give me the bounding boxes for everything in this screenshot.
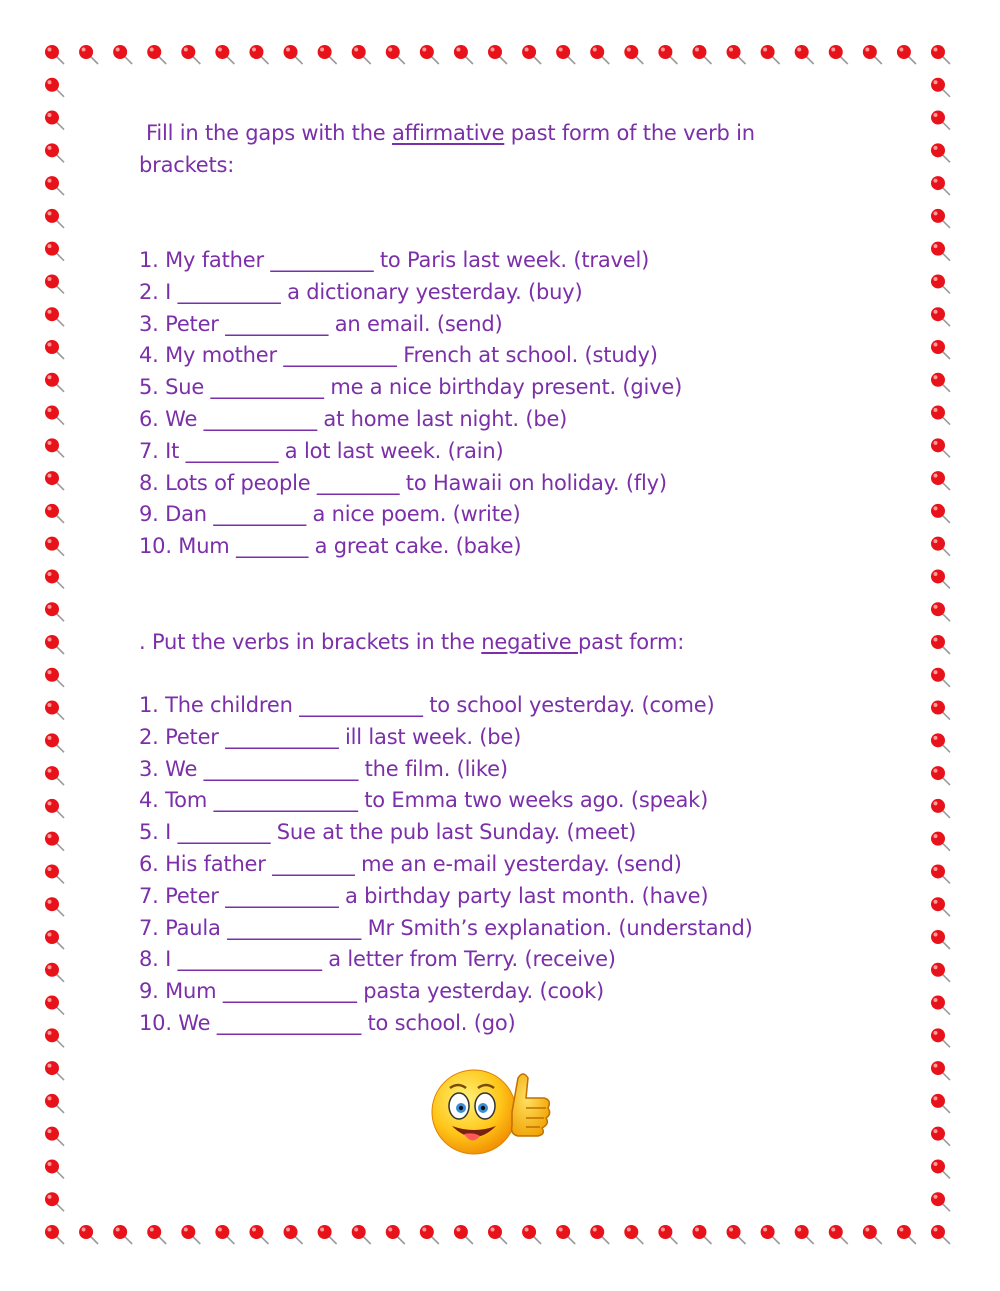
- item-text: a letter from Terry. (receive): [321, 947, 616, 972]
- section1-item: [139, 308, 503, 340]
- section1-item: [139, 276, 583, 308]
- pushpin-icon: [931, 78, 950, 97]
- pushpin-icon: [45, 864, 64, 883]
- section2-item: [139, 721, 521, 753]
- section2-item: [139, 943, 616, 975]
- section1-item: [139, 530, 521, 562]
- pushpin-icon: [488, 45, 507, 64]
- item-text: 8. Lots of people: [139, 470, 317, 495]
- pushpin-icon: [45, 766, 64, 785]
- item-text: 3. Peter: [139, 311, 226, 336]
- pushpin-icon: [45, 504, 64, 523]
- pushpin-icon: [45, 1061, 64, 1080]
- section1-instruction-line2: brackets:: [139, 153, 235, 177]
- pushpin-icon: [147, 1225, 166, 1244]
- pushpin-icon: [863, 45, 882, 64]
- pushpin-icon: [931, 176, 950, 195]
- item-text: a nice poem. (write): [306, 502, 521, 527]
- answer-blank[interactable]: ______________: [177, 947, 322, 972]
- pushpin-icon: [931, 1028, 950, 1047]
- pushpin-icon: [45, 406, 64, 425]
- pushpin-icon: [352, 1225, 371, 1244]
- pushpin-icon: [45, 438, 64, 457]
- pushpin-icon: [318, 1225, 337, 1244]
- pushpin-icon: [45, 307, 64, 326]
- pushpin-icon: [45, 930, 64, 949]
- pushpin-icon: [931, 1159, 950, 1178]
- item-text: 1. My father: [139, 248, 271, 272]
- pushpin-icon: [45, 78, 64, 97]
- answer-blank[interactable]: ___________: [225, 883, 339, 908]
- pushpin-icon: [931, 143, 950, 162]
- pushpin-icon: [931, 602, 950, 621]
- pushpin-icon: [420, 1225, 439, 1244]
- section2-item: [139, 816, 636, 848]
- answer-blank[interactable]: __________: [225, 311, 329, 336]
- answer-blank[interactable]: _________: [177, 820, 271, 845]
- pushpin-icon: [931, 209, 950, 228]
- pushpin-icon: [45, 242, 64, 261]
- item-text: to Hawaii on holiday. (fly): [399, 470, 667, 495]
- section1-item: [139, 498, 520, 530]
- pushpin-icon: [624, 45, 643, 64]
- answer-blank[interactable]: ___________: [225, 724, 339, 749]
- pushpin-icon: [45, 668, 64, 687]
- pushpin-icon: [318, 45, 337, 64]
- pushpin-icon: [45, 471, 64, 490]
- pushpin-icon: [931, 799, 950, 818]
- pushpin-icon: [931, 766, 950, 785]
- pushpin-icon: [658, 1225, 677, 1244]
- item-text: 10. Mum: [139, 534, 237, 559]
- thumbs-up-smiley-icon: [428, 1068, 554, 1158]
- pushpin-icon: [45, 569, 64, 588]
- section1-item: [139, 403, 567, 435]
- pushpin-icon: [45, 1028, 64, 1047]
- pushpin-icon: [284, 45, 303, 64]
- pushpin-icon: [45, 832, 64, 851]
- pushpin-icon: [215, 45, 234, 64]
- item-text: 7. It: [139, 438, 186, 463]
- pushpin-icon: [556, 1225, 575, 1244]
- instruction-text: past form:: [578, 630, 685, 654]
- answer-blank[interactable]: ___________: [210, 375, 324, 400]
- item-text: 1. The children: [139, 693, 300, 717]
- item-text: Mr Smith’s explanation. (understand): [361, 915, 753, 940]
- pushpin-icon: [45, 373, 64, 392]
- pushpin-icon: [931, 537, 950, 556]
- pushpin-icon: [931, 1192, 950, 1211]
- item-text: at home last night. (be): [316, 407, 568, 431]
- pushpin-icon: [931, 1127, 950, 1146]
- pushpin-icon: [931, 1061, 950, 1080]
- pushpin-icon: [931, 864, 950, 883]
- pushpin-icon: [522, 45, 541, 64]
- item-text: 2. I: [139, 279, 178, 304]
- pushpin-icon: [45, 1094, 64, 1113]
- item-text: 6. His father: [139, 852, 273, 876]
- item-text: a dictionary yesterday. (buy): [280, 279, 583, 304]
- answer-blank[interactable]: ________: [316, 470, 400, 495]
- instruction-text: past form of the verb in: [504, 121, 755, 145]
- pushpin-icon: [45, 799, 64, 818]
- pushpin-icon: [454, 45, 473, 64]
- item-text: 6. We: [139, 407, 204, 431]
- pushpin-icon: [692, 1225, 711, 1244]
- pushpin-icon: [181, 45, 200, 64]
- pushpin-icon: [931, 996, 950, 1015]
- pushpin-icon: [454, 1225, 473, 1244]
- answer-blank[interactable]: ______________: [213, 788, 358, 813]
- section2-item: [139, 689, 714, 721]
- pushpin-icon: [45, 602, 64, 621]
- pushpin-icon: [931, 1225, 950, 1244]
- pushpin-icon: [897, 1225, 916, 1244]
- item-text: to Emma two weeks ago. (speak): [357, 788, 709, 813]
- section2-item: [139, 975, 604, 1007]
- pushpin-icon: [931, 45, 950, 64]
- item-text: Sue at the pub last Sunday. (meet): [270, 820, 637, 845]
- pushpin-icon: [147, 45, 166, 64]
- pushpin-icon: [727, 45, 746, 64]
- pushpin-icon: [556, 45, 575, 64]
- item-text: 4. My mother: [139, 343, 284, 368]
- section1-item: [139, 244, 649, 276]
- answer-blank[interactable]: _______: [236, 534, 309, 559]
- pushpin-icon: [931, 373, 950, 392]
- pushpin-icon: [931, 897, 950, 916]
- item-text: me an e-mail yesterday. (send): [354, 852, 682, 876]
- pushpin-icon: [931, 111, 950, 130]
- section1-item: [139, 339, 658, 371]
- item-text: French at school. (study): [396, 343, 658, 368]
- pushpin-icon: [522, 1225, 541, 1244]
- pushpin-icon: [45, 733, 64, 752]
- pushpin-icon: [931, 635, 950, 654]
- item-text: 5. I: [139, 820, 178, 845]
- pushpin-icon: [79, 1225, 98, 1244]
- pushpin-icon: [931, 733, 950, 752]
- pushpin-icon: [931, 504, 950, 523]
- item-text: 9. Dan: [139, 502, 214, 527]
- instruction-text: Fill in the gaps with the: [146, 121, 393, 145]
- pushpin-icon: [931, 569, 950, 588]
- instruction-emphasis: negative: [481, 630, 579, 654]
- answer-blank[interactable]: _____________: [227, 915, 362, 940]
- pushpin-icon: [45, 996, 64, 1015]
- item-text: 5. Sue: [139, 375, 211, 400]
- answer-blank[interactable]: __________: [270, 248, 374, 272]
- item-text: 3. We: [139, 756, 204, 781]
- pushpin-icon: [45, 143, 64, 162]
- pushpin-icon: [45, 45, 64, 64]
- item-text: 7. Paula: [139, 915, 228, 940]
- section1-item: [139, 467, 667, 499]
- pushpin-icon: [284, 1225, 303, 1244]
- instruction-text: . Put the verbs in brackets in the: [139, 630, 482, 654]
- item-text: 7. Peter: [139, 883, 226, 908]
- section2-item: [139, 848, 682, 880]
- item-text: an email. (send): [328, 311, 503, 336]
- pushpin-icon: [931, 242, 950, 261]
- pushpin-icon: [45, 1192, 64, 1211]
- item-text: to school yesterday. (come): [422, 693, 715, 717]
- pushpin-icon: [931, 1094, 950, 1113]
- pushpin-icon: [45, 1127, 64, 1146]
- answer-blank[interactable]: ______________: [216, 1011, 362, 1035]
- pushpin-icon: [692, 45, 711, 64]
- pushpin-icon: [45, 701, 64, 720]
- pushpin-icon: [727, 1225, 746, 1244]
- answer-blank[interactable]: ________: [272, 852, 355, 876]
- pushpin-icon: [249, 1225, 268, 1244]
- pushpin-icon: [931, 668, 950, 687]
- item-text: a birthday party last month. (have): [338, 883, 709, 908]
- pushpin-icon: [931, 340, 950, 359]
- section2-item: [139, 784, 708, 816]
- answer-blank[interactable]: __________: [177, 279, 281, 304]
- item-text: a great cake. (bake): [308, 534, 522, 559]
- pushpin-icon: [931, 701, 950, 720]
- section2-instruction: [139, 626, 684, 658]
- item-text: the film. (like): [358, 756, 508, 781]
- pushpin-icon: [795, 45, 814, 64]
- answer-blank[interactable]: _______________: [203, 756, 359, 781]
- pushpin-icon: [624, 1225, 643, 1244]
- pushpin-icon: [931, 274, 950, 293]
- item-text: 8. I: [139, 947, 178, 972]
- item-text: 10. We: [139, 1011, 217, 1035]
- pushpin-icon: [45, 897, 64, 916]
- section1-item: [139, 435, 503, 467]
- pushpin-icon: [113, 45, 132, 64]
- instruction-emphasis: affirmative: [392, 121, 505, 145]
- pushpin-icon: [931, 406, 950, 425]
- pushpin-icon: [45, 209, 64, 228]
- item-text: to school. (go): [361, 1011, 516, 1035]
- pushpin-icon: [79, 45, 98, 64]
- pushpin-icon: [45, 111, 64, 130]
- pushpin-icon: [249, 45, 268, 64]
- pushpin-icon: [761, 1225, 780, 1244]
- pushpin-icon: [897, 45, 916, 64]
- pushpin-icon: [829, 1225, 848, 1244]
- pushpin-icon: [181, 1225, 200, 1244]
- answer-blank[interactable]: _________: [213, 502, 307, 527]
- item-text: 9. Mum: [139, 979, 223, 1004]
- pushpin-icon: [45, 340, 64, 359]
- item-text: pasta yesterday. (cook): [356, 979, 605, 1004]
- pushpin-icon: [931, 963, 950, 982]
- pushpin-icon: [829, 45, 848, 64]
- pushpin-icon: [931, 930, 950, 949]
- answer-blank[interactable]: _____________: [222, 979, 357, 1004]
- answer-blank[interactable]: _________: [185, 438, 279, 463]
- pushpin-icon: [113, 1225, 132, 1244]
- pushpin-icon: [931, 832, 950, 851]
- pushpin-icon: [45, 537, 64, 556]
- item-text: ill last week. (be): [338, 724, 522, 749]
- pushpin-icon: [590, 45, 609, 64]
- answer-blank[interactable]: ___________: [203, 407, 317, 431]
- pushpin-icon: [45, 274, 64, 293]
- pushpin-icon: [45, 963, 64, 982]
- section2-item: [139, 912, 753, 944]
- pushpin-icon: [931, 438, 950, 457]
- pushpin-icon: [795, 1225, 814, 1244]
- pushpin-icon: [45, 1225, 64, 1244]
- pushpin-icon: [931, 471, 950, 490]
- section2-item: [139, 753, 508, 785]
- item-text: to Paris last week. (travel): [373, 248, 650, 272]
- pushpin-icon: [863, 1225, 882, 1244]
- pushpin-icon: [386, 45, 405, 64]
- pushpin-icon: [590, 1225, 609, 1244]
- item-text: 4. Tom: [139, 788, 214, 813]
- pushpin-icon: [352, 45, 371, 64]
- pushpin-icon: [386, 1225, 405, 1244]
- pushpin-icon: [45, 635, 64, 654]
- pushpin-icon: [931, 307, 950, 326]
- section2-item: [139, 1007, 516, 1039]
- pushpin-icon: [420, 45, 439, 64]
- section1-instruction: [146, 117, 755, 149]
- answer-blank[interactable]: ___________: [283, 343, 397, 368]
- pushpin-icon: [658, 45, 677, 64]
- item-text: 2. Peter: [139, 724, 226, 749]
- pushpin-icon: [45, 176, 64, 195]
- pushpin-icon: [761, 45, 780, 64]
- item-text: a lot last week. (rain): [278, 438, 504, 463]
- pushpin-icon: [45, 1159, 64, 1178]
- section1-item: [139, 371, 682, 403]
- item-text: me a nice birthday present. (give): [323, 375, 683, 400]
- pushpin-icon: [488, 1225, 507, 1244]
- section2-item: [139, 880, 708, 912]
- pushpin-icon: [215, 1225, 234, 1244]
- answer-blank[interactable]: ____________: [299, 693, 423, 717]
